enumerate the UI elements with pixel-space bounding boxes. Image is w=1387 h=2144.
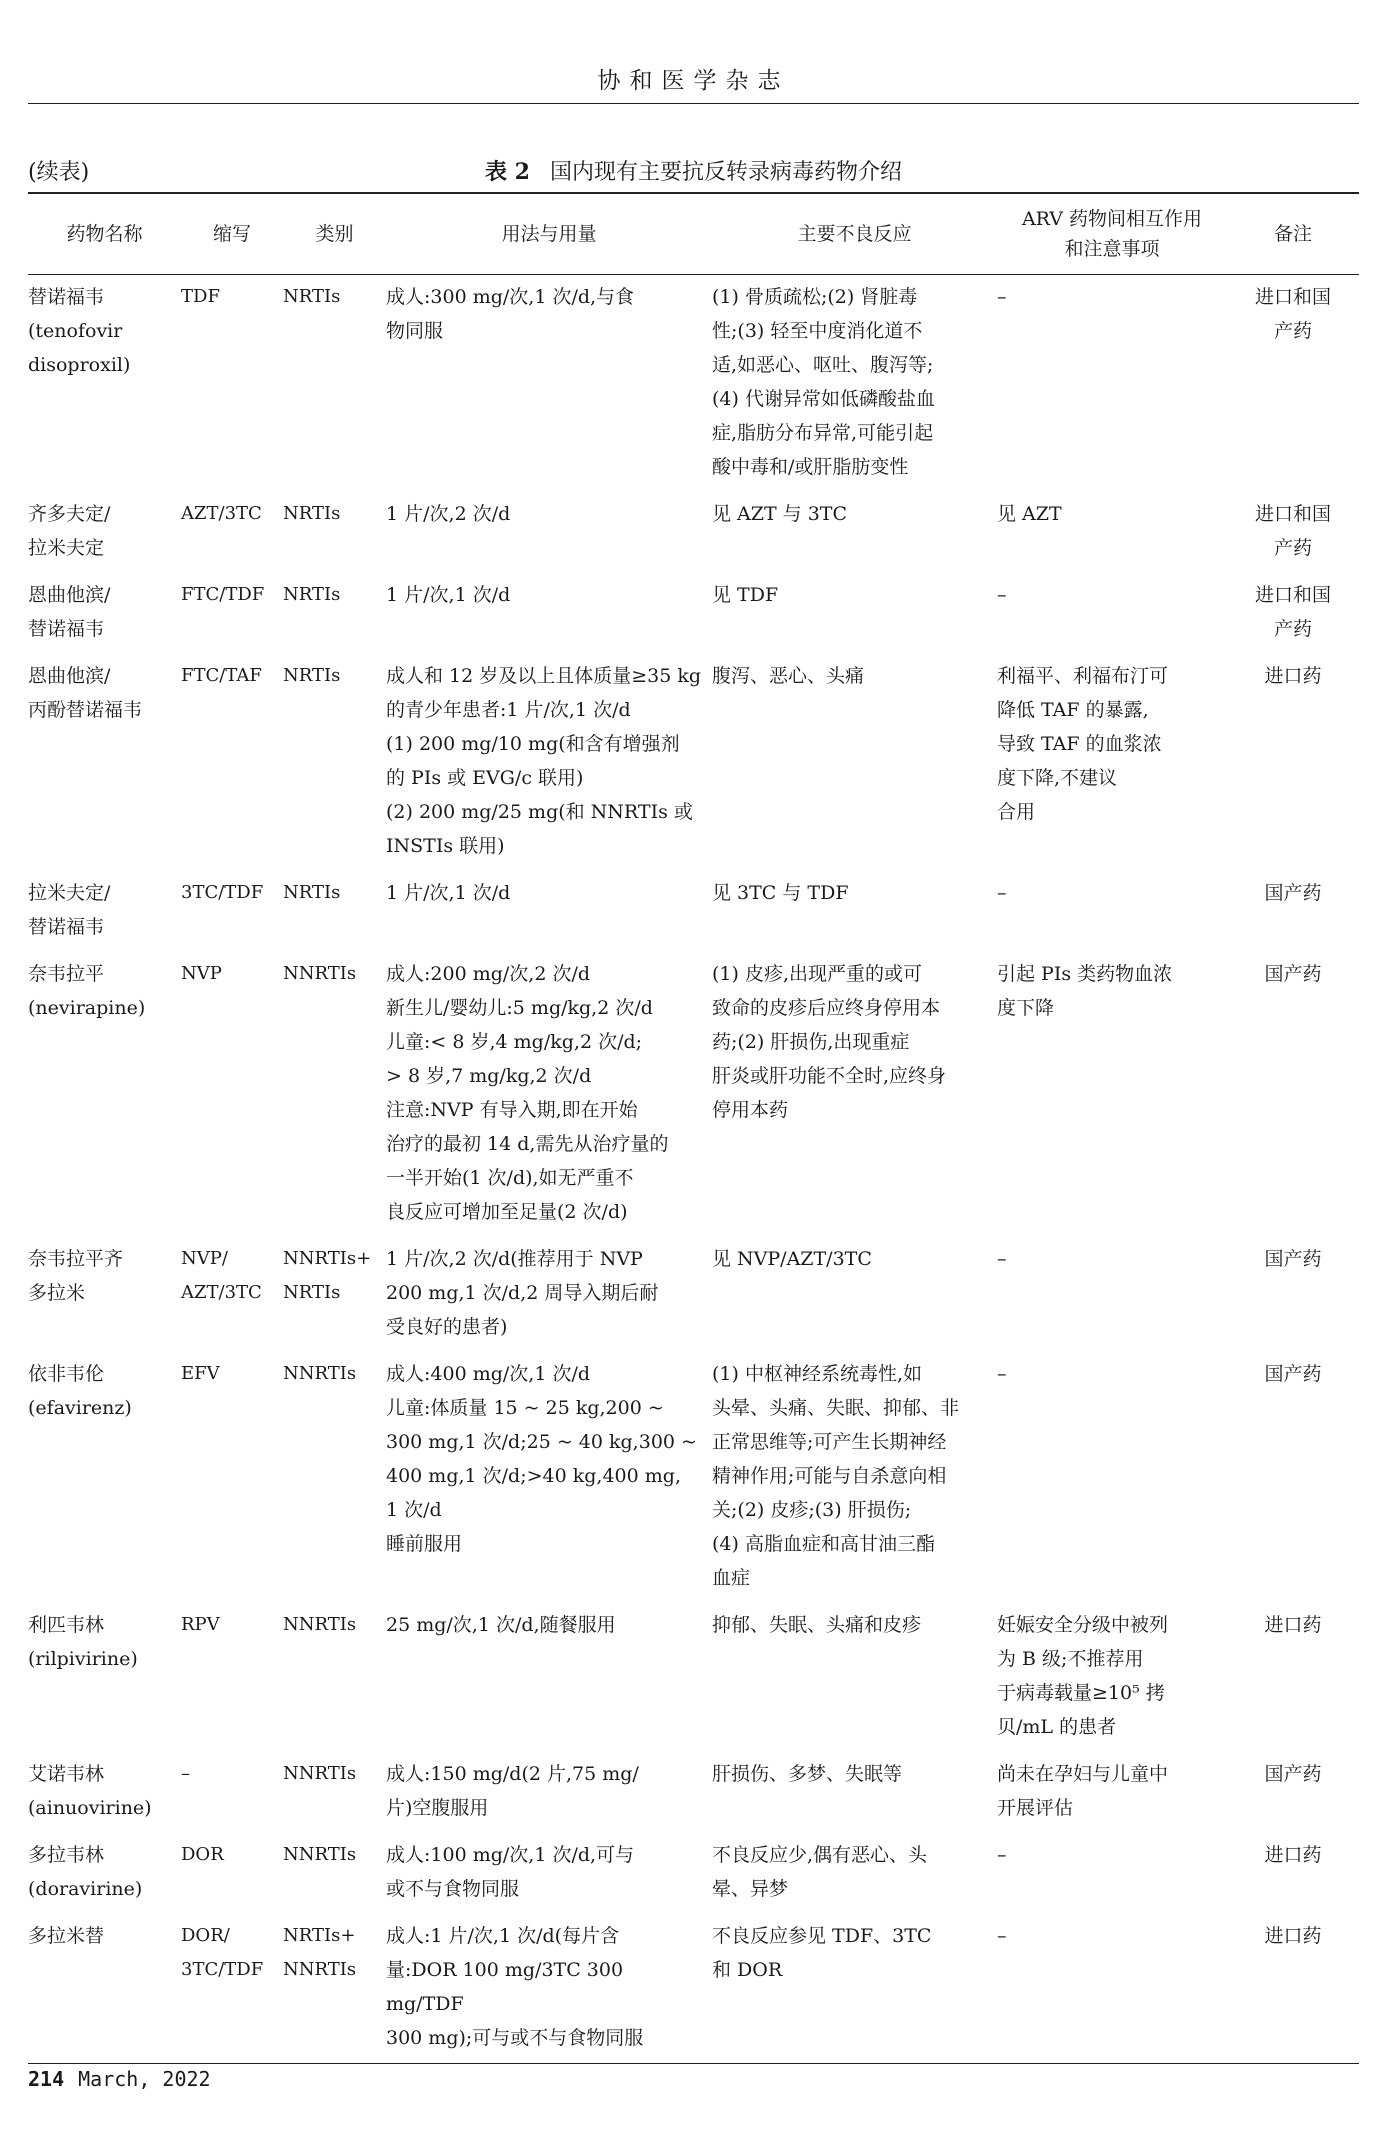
- adverse-reactions-cell: [712, 654, 997, 871]
- cell-line: 注意:NVP 有导入期,即在开始: [386, 1099, 638, 1121]
- cell-line: 于病毒载量≥10⁵ 拷: [997, 1682, 1165, 1704]
- cell-line: 见 AZT: [997, 503, 1062, 525]
- drug-name-cell: [28, 871, 181, 952]
- cell-line: –: [181, 1763, 190, 1784]
- cell-line: (rilpivirine): [28, 1648, 138, 1670]
- abbreviation-cell: [181, 275, 283, 493]
- cell-line: 恩曲他滨/: [28, 584, 111, 606]
- cell-line: 拉米夫定: [28, 537, 105, 559]
- cell-line: 降低 TAF 的暴露,: [997, 699, 1149, 721]
- drug-name-cell: [28, 654, 181, 871]
- adverse-reactions-cell: [712, 1603, 997, 1752]
- remarks-cell: [1227, 654, 1359, 871]
- interaction-cell: [997, 275, 1227, 493]
- cell-line: 贝/mL 的患者: [997, 1716, 1117, 1738]
- cell-line: 见 3TC 与 TDF: [712, 882, 849, 904]
- abbreviation-cell: [181, 573, 283, 654]
- cell-line: 片)空腹服用: [386, 1797, 489, 1819]
- cell-line: NRTIs: [283, 1282, 341, 1303]
- remarks-cell: [1227, 1914, 1359, 2064]
- cell-line: (nevirapine): [28, 997, 146, 1019]
- adverse-reactions-cell: [712, 952, 997, 1237]
- drug-name-cell: [28, 1752, 181, 1833]
- cell-line: 奈韦拉平: [28, 963, 105, 985]
- dosage-cell: [386, 275, 712, 493]
- adverse-reactions-cell: [712, 1914, 997, 2064]
- cell-line: 进口药: [1264, 1614, 1322, 1636]
- abbreviation-cell: [181, 1752, 283, 1833]
- cell-line: 良反应可增加至足量(2 次/d): [386, 1201, 628, 1223]
- cell-line: –: [997, 286, 1007, 308]
- cell-line: 利匹韦林: [28, 1614, 105, 1636]
- cell-line: 拉米夫定/: [28, 882, 111, 904]
- cell-line: –: [997, 584, 1007, 606]
- cell-line: (1) 骨质疏松;(2) 肾脏毒: [712, 286, 918, 308]
- cell-line: 300 mg,1 次/d;25 ~ 40 kg,300 ~: [386, 1431, 697, 1453]
- cell-line: 停用本药: [712, 1099, 789, 1121]
- table-row: [28, 1237, 1359, 1352]
- abbreviation-cell: [181, 492, 283, 573]
- cell-line: 症,脂肪分布异常,可能引起: [712, 422, 934, 444]
- adverse-reactions-cell: [712, 1237, 997, 1352]
- dosage-cell: [386, 1237, 712, 1352]
- cell-line: 见 NVP/AZT/3TC: [712, 1248, 872, 1270]
- col-interactions-header: [997, 193, 1227, 275]
- cell-line: 正常思维等;可产生长期神经: [712, 1431, 947, 1453]
- cell-line: 成人和 12 岁及以上且体质量≥35 kg: [386, 665, 702, 687]
- cell-line: 物同服: [386, 320, 444, 342]
- cell-line: 成人:150 mg/d(2 片,75 mg/: [386, 1763, 639, 1785]
- cell-line: 受良好的患者): [386, 1316, 508, 1338]
- remarks-cell: [1227, 952, 1359, 1237]
- category-cell: [283, 1752, 386, 1833]
- cell-line: 多拉米: [28, 1282, 86, 1304]
- cell-line: 成人:300 mg/次,1 次/d,与食: [386, 286, 635, 308]
- col-drug-name-header: [28, 193, 181, 275]
- cell-line: 产药: [1273, 537, 1312, 559]
- cell-line: 引起 PIs 类药物血浓: [997, 963, 1173, 985]
- cell-line: disoproxil): [28, 354, 131, 376]
- cell-line: 多拉米替: [28, 1925, 105, 1947]
- drug-name-cell: [28, 1914, 181, 2064]
- abbreviation-cell: [181, 1603, 283, 1752]
- remarks-cell: [1227, 1603, 1359, 1752]
- cell-line: 进口和国: [1254, 584, 1331, 606]
- cell-line: TDF: [181, 286, 220, 307]
- cell-line: 量:DOR 100 mg/3TC 300 mg/TDF: [386, 1959, 624, 2015]
- table-title-text: 国内现有主要抗反转录病毒药物介绍: [549, 160, 902, 185]
- table-title: [0, 155, 1387, 186]
- cell-line: NNRTIs: [283, 1614, 357, 1635]
- adverse-reactions-cell: [712, 573, 997, 654]
- col-remarks-header: [1227, 193, 1359, 275]
- category-cell: [283, 654, 386, 871]
- cell-line: FTC/TAF: [181, 665, 262, 686]
- cell-line: 替诺福韦: [28, 916, 105, 938]
- journal-header: 协和医学杂志: [597, 68, 790, 94]
- col-adverse-reactions-header: [712, 193, 997, 275]
- adverse-reactions-cell: [712, 1752, 997, 1833]
- adverse-reactions-cell: [712, 1352, 997, 1603]
- cell-line: INSTIs 联用): [386, 835, 505, 857]
- cell-line: 3TC/TDF: [181, 1959, 264, 1980]
- table-row: [28, 275, 1359, 493]
- cell-line: NRTIs: [283, 584, 341, 605]
- header-text: 用法与用量: [501, 223, 597, 245]
- table-row: [28, 1833, 1359, 1914]
- cell-line: NRTIs: [283, 665, 341, 686]
- interaction-cell: [997, 1237, 1227, 1352]
- cell-line: 成人:100 mg/次,1 次/d,可与: [386, 1844, 635, 1866]
- cell-line: 成人:200 mg/次,2 次/d: [386, 963, 591, 985]
- table-row: [28, 871, 1359, 952]
- cell-line: NNRTIs: [283, 1763, 357, 1784]
- table-number: 表 2: [485, 159, 530, 185]
- dosage-cell: [386, 1352, 712, 1603]
- table-row: [28, 1914, 1359, 2064]
- cell-line: 关;(2) 皮疹;(3) 肝损伤;: [712, 1499, 912, 1521]
- cell-line: 不良反应参见 TDF、3TC: [712, 1925, 932, 1947]
- header-text: 和注意事项: [1064, 238, 1160, 260]
- cell-line: 适,如恶心、呕吐、腹泻等;: [712, 354, 934, 376]
- cell-line: 进口药: [1264, 1844, 1322, 1866]
- dosage-cell: [386, 1833, 712, 1914]
- header-text: 类别: [315, 223, 354, 245]
- header-rule: [28, 103, 1359, 104]
- category-cell: [283, 871, 386, 952]
- cell-line: 国产药: [1264, 882, 1322, 904]
- cell-line: 开展评估: [997, 1797, 1074, 1819]
- cell-line: 和 DOR: [712, 1959, 783, 1981]
- cell-line: 恩曲他滨/: [28, 665, 111, 687]
- adverse-reactions-cell: [712, 492, 997, 573]
- drug-name-cell: [28, 275, 181, 493]
- cell-line: 国产药: [1264, 1363, 1322, 1385]
- table-row: [28, 492, 1359, 573]
- cell-line: 艾诺韦林: [28, 1763, 105, 1785]
- cell-line: RPV: [181, 1614, 220, 1635]
- abbreviation-cell: [181, 871, 283, 952]
- category-cell: [283, 275, 386, 493]
- cell-line: NVP/: [181, 1248, 228, 1269]
- cell-line: 国产药: [1264, 963, 1322, 985]
- cell-line: 一半开始(1 次/d),如无严重不: [386, 1167, 634, 1189]
- cell-line: (4) 代谢异常如低磷酸盐血: [712, 388, 935, 410]
- cell-line: 产药: [1273, 320, 1312, 342]
- header-text: 缩写: [212, 223, 251, 245]
- table-body: [28, 275, 1359, 2064]
- table-row: [28, 1352, 1359, 1603]
- category-cell: [283, 1603, 386, 1752]
- cell-line: 进口和国: [1254, 286, 1331, 308]
- cell-line: 25 mg/次,1 次/d,随餐服用: [386, 1614, 616, 1636]
- dosage-cell: [386, 1603, 712, 1752]
- cell-line: 替诺福韦: [28, 618, 105, 640]
- cell-line: NRTIs: [283, 503, 341, 524]
- page-footer: [28, 2067, 211, 2091]
- cell-line: 精神作用;可能与自杀意向相: [712, 1465, 947, 1487]
- cell-line: 不良反应少,偶有恶心、头: [712, 1844, 928, 1866]
- abbreviation-cell: [181, 1833, 283, 1914]
- interaction-cell: [997, 1752, 1227, 1833]
- cell-line: AZT/3TC: [181, 1282, 262, 1303]
- cell-line: 或不与食物同服: [386, 1878, 520, 1900]
- cell-line: 国产药: [1264, 1763, 1322, 1785]
- category-cell: [283, 1833, 386, 1914]
- category-cell: [283, 492, 386, 573]
- cell-line: DOR: [181, 1844, 224, 1865]
- cell-line: 3TC/TDF: [181, 882, 264, 903]
- continued-label: (续表): [28, 160, 90, 185]
- cell-line: –: [997, 882, 1007, 904]
- issue-date: March, 2022: [78, 2067, 211, 2091]
- cell-line: 1 片/次,2 次/d: [386, 503, 511, 525]
- category-cell: [283, 1352, 386, 1603]
- adverse-reactions-cell: [712, 1833, 997, 1914]
- cell-line: 血症: [712, 1567, 751, 1589]
- abbreviation-cell: [181, 1352, 283, 1603]
- dosage-cell: [386, 1914, 712, 2064]
- cell-line: 国产药: [1264, 1248, 1322, 1270]
- table-row: [28, 952, 1359, 1237]
- cell-line: 进口药: [1264, 1925, 1322, 1947]
- cell-line: 抑郁、失眠、头痛和皮疹: [712, 1614, 922, 1636]
- remarks-cell: [1227, 1237, 1359, 1352]
- table-row: [28, 654, 1359, 871]
- cell-line: –: [997, 1925, 1007, 1947]
- header-text: ARV 药物间相互作用: [1021, 208, 1203, 230]
- cell-line: 的青少年患者:1 片/次,1 次/d: [386, 699, 631, 721]
- cell-line: 1 片/次,1 次/d: [386, 882, 511, 904]
- cell-line: 见 AZT 与 3TC: [712, 503, 848, 525]
- cell-line: 导致 TAF 的血浆浓: [997, 733, 1162, 755]
- cell-line: 致命的皮疹后应终身停用本: [712, 997, 941, 1019]
- interaction-cell: [997, 573, 1227, 654]
- dosage-cell: [386, 492, 712, 573]
- cell-line: 为 B 级;不推荐用: [997, 1648, 1144, 1670]
- col-category-header: [283, 193, 386, 275]
- dosage-cell: [386, 871, 712, 952]
- cell-line: EFV: [181, 1363, 220, 1384]
- cell-line: 腹泻、恶心、头痛: [712, 665, 865, 687]
- cell-line: 进口药: [1264, 665, 1322, 687]
- dosage-cell: [386, 952, 712, 1237]
- cell-line: 酸中毒和/或肝脂肪变性: [712, 456, 909, 478]
- cell-line: –: [997, 1844, 1007, 1866]
- cell-line: NNRTIs: [283, 963, 357, 984]
- cell-line: –: [997, 1248, 1007, 1270]
- cell-line: 进口和国: [1254, 503, 1331, 525]
- cell-line: NNRTIs: [283, 1959, 357, 1980]
- cell-line: 性;(3) 轻至中度消化道不: [712, 320, 923, 342]
- interaction-cell: [997, 492, 1227, 573]
- remarks-cell: [1227, 1352, 1359, 1603]
- cell-line: 1 次/d: [386, 1499, 442, 1521]
- remarks-cell: [1227, 275, 1359, 493]
- cell-line: 新生儿/婴幼儿:5 mg/kg,2 次/d: [386, 997, 653, 1019]
- abbreviation-cell: [181, 1914, 283, 2064]
- cell-line: 1 片/次,2 次/d(推荐用于 NVP: [386, 1248, 643, 1270]
- drug-name-cell: [28, 573, 181, 654]
- interaction-cell: [997, 871, 1227, 952]
- cell-line: 肝炎或肝功能不全时,应终身: [712, 1065, 947, 1087]
- cell-line: NVP: [181, 963, 222, 984]
- cell-line: 儿童:体质量 15 ~ 25 kg,200 ~: [386, 1397, 664, 1419]
- cell-line: > 8 岁,7 mg/kg,2 次/d: [386, 1065, 592, 1087]
- remarks-cell: [1227, 1833, 1359, 1914]
- cell-line: 度下降: [997, 997, 1055, 1019]
- cell-line: NNRTIs+: [283, 1248, 372, 1269]
- interaction-cell: [997, 1833, 1227, 1914]
- cell-line: (doravirine): [28, 1878, 143, 1900]
- cell-line: (4) 高脂血症和高甘油三酯: [712, 1533, 935, 1555]
- cell-line: 儿童:< 8 岁,4 mg/kg,2 次/d;: [386, 1031, 643, 1053]
- cell-line: 400 mg,1 次/d;>40 kg,400 mg,: [386, 1465, 681, 1487]
- drug-name-cell: [28, 1833, 181, 1914]
- cell-line: 治疗的最初 14 d,需先从治疗量的: [386, 1133, 669, 1155]
- abbreviation-cell: [181, 654, 283, 871]
- drug-name-cell: [28, 1237, 181, 1352]
- drug-name-cell: [28, 1603, 181, 1752]
- adverse-reactions-cell: [712, 871, 997, 952]
- cell-line: 齐多夫定/: [28, 503, 111, 525]
- cell-line: DOR/: [181, 1925, 230, 1946]
- interaction-cell: [997, 1914, 1227, 2064]
- interaction-cell: [997, 952, 1227, 1237]
- cell-line: (1) 皮疹,出现严重的或可: [712, 963, 922, 985]
- interaction-cell: [997, 1352, 1227, 1603]
- remarks-cell: [1227, 573, 1359, 654]
- cell-line: 晕、异梦: [712, 1878, 789, 1900]
- category-cell: [283, 1914, 386, 2064]
- page-number: 214: [28, 2067, 65, 2091]
- interaction-cell: [997, 654, 1227, 871]
- cell-line: (ainuovirine): [28, 1797, 152, 1819]
- cell-line: 的 PIs 或 EVG/c 联用): [386, 767, 584, 789]
- category-cell: [283, 952, 386, 1237]
- drug-name-cell: [28, 952, 181, 1237]
- cell-line: 产药: [1273, 618, 1312, 640]
- cell-line: AZT/3TC: [181, 503, 262, 524]
- cell-line: 替诺福韦: [28, 286, 105, 308]
- cell-line: 200 mg,1 次/d,2 周导入期后耐: [386, 1282, 659, 1304]
- drug-name-cell: [28, 492, 181, 573]
- category-cell: [283, 1237, 386, 1352]
- cell-line: 见 TDF: [712, 584, 779, 606]
- cell-line: 成人:400 mg/次,1 次/d: [386, 1363, 591, 1385]
- cell-line: 1 片/次,1 次/d: [386, 584, 511, 606]
- cell-line: (2) 200 mg/25 mg(和 NNRTIs 或: [386, 801, 693, 823]
- cell-line: 头晕、头痛、失眠、抑郁、非: [712, 1397, 960, 1419]
- table-row: [28, 1752, 1359, 1833]
- col-abbreviation-header: [181, 193, 283, 275]
- interaction-cell: [997, 1603, 1227, 1752]
- cell-line: FTC/TDF: [181, 584, 265, 605]
- cell-line: (1) 200 mg/10 mg(和含有增强剂: [386, 733, 680, 755]
- cell-line: 睡前服用: [386, 1533, 463, 1555]
- cell-line: 药;(2) 肝损伤,出现重症: [712, 1031, 910, 1053]
- cell-line: NRTIs: [283, 882, 341, 903]
- dosage-cell: [386, 1752, 712, 1833]
- cell-line: NNRTIs: [283, 1363, 357, 1384]
- cell-line: 奈韦拉平齐: [28, 1248, 124, 1270]
- cell-line: 300 mg);可与或不与食物同服: [386, 2027, 644, 2049]
- cell-line: 度下降,不建议: [997, 767, 1118, 789]
- abbreviation-cell: [181, 952, 283, 1237]
- dosage-cell: [386, 654, 712, 871]
- remarks-cell: [1227, 1752, 1359, 1833]
- cell-line: (1) 中枢神经系统毒性,如: [712, 1363, 922, 1385]
- table-row: [28, 573, 1359, 654]
- cell-line: –: [997, 1363, 1007, 1385]
- table-header-row: [28, 193, 1359, 275]
- col-dosage-header: [386, 193, 712, 275]
- abbreviation-cell: [181, 1237, 283, 1352]
- cell-line: 尚未在孕妇与儿童中: [997, 1763, 1169, 1785]
- cell-line: NNRTIs: [283, 1844, 357, 1865]
- dosage-cell: [386, 573, 712, 654]
- cell-line: 肝损伤、多梦、失眠等: [712, 1763, 903, 1785]
- cell-line: 依非韦伦: [28, 1363, 105, 1385]
- remarks-cell: [1227, 871, 1359, 952]
- cell-line: NRTIs+: [283, 1925, 356, 1946]
- cell-line: 利福平、利福布汀可: [997, 665, 1169, 687]
- cell-line: 成人:1 片/次,1 次/d(每片含: [386, 1925, 620, 1947]
- table-row: [28, 1603, 1359, 1752]
- cell-line: NRTIs: [283, 286, 341, 307]
- cell-line: 合用: [997, 801, 1036, 823]
- drug-table: [28, 192, 1359, 2064]
- category-cell: [283, 573, 386, 654]
- cell-line: 丙酚替诺福韦: [28, 699, 143, 721]
- cell-line: (tenofovir: [28, 320, 123, 342]
- drug-name-cell: [28, 1352, 181, 1603]
- header-text: 备注: [1273, 223, 1312, 245]
- header-text: 药物名称: [66, 223, 143, 245]
- cell-line: (efavirenz): [28, 1397, 132, 1419]
- adverse-reactions-cell: [712, 275, 997, 493]
- remarks-cell: [1227, 492, 1359, 573]
- cell-line: 多拉韦林: [28, 1844, 105, 1866]
- header-text: 主要不良反应: [797, 223, 912, 245]
- cell-line: 妊娠安全分级中被列: [997, 1614, 1169, 1636]
